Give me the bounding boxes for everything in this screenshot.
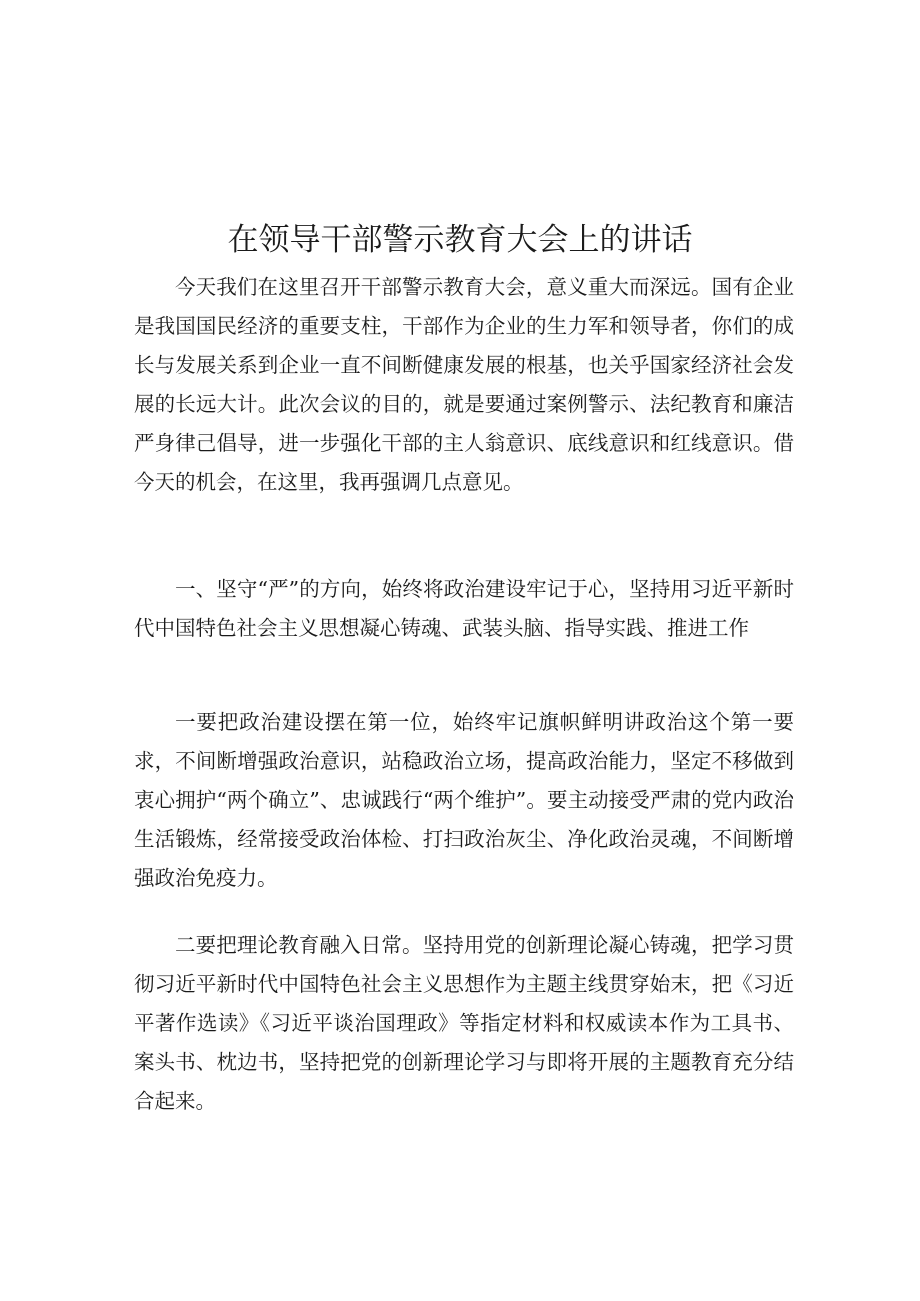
paragraph-introduction: 今天我们在这里召开干部警示教育大会，意义重大而深远。国有企业是我国国民经济的重要支柱，干部作为企业的生力军和领导者，你们的成长与发展关系到企业一直不间断健康发展的根基，也关乎国家经济社会发展的长远大计。此次会议的目的，就是要通过案例警示、法纪教育和廉洁严身律己倡导，进一步强化干部的主人翁意识、底线意识和红线意识。借今天的机会，在这里，我再强调几点意见。 [134, 275, 794, 494]
document-title: 在领导干部警示教育大会上的讲话 [227, 222, 693, 258]
paragraph-section-heading: 一、坚守“严”的方向，始终将政治建设牢记于心，坚持用习近平新时代中国特色社会主义思想凝心铸魂、武装头脑、指导实践、推进工作 [134, 577, 794, 640]
paragraph-political-construction: 一要把政治建设摆在第一位，始终牢记旗帜鲜明讲政治这个第一要求，不间断增强政治意识，站稳政治立场，提高政治能力，坚定不移做到衷心拥护“两个确立”、忠诚践行“两个维护”。要主动接受严肃的党内政治生活锻炼，经常接受政治体检、打扫政治灰尘、净化政治灵魂，不间断增强政治免疫力。 [134, 710, 794, 890]
paragraph-theory-education: 二要把理论教育融入日常。坚持用党的创新理论凝心铸魂，把学习贯彻习近平新时代中国特色社会主义思想作为主题主线贯穿始末，把《习近平著作选读》《习近平谈治国理政》等指定材料和权威读本作为工具书、案头书、枕边书，坚持把党的创新理论学习与即将开展的主题教育充分结合起来。 [134, 933, 794, 1113]
